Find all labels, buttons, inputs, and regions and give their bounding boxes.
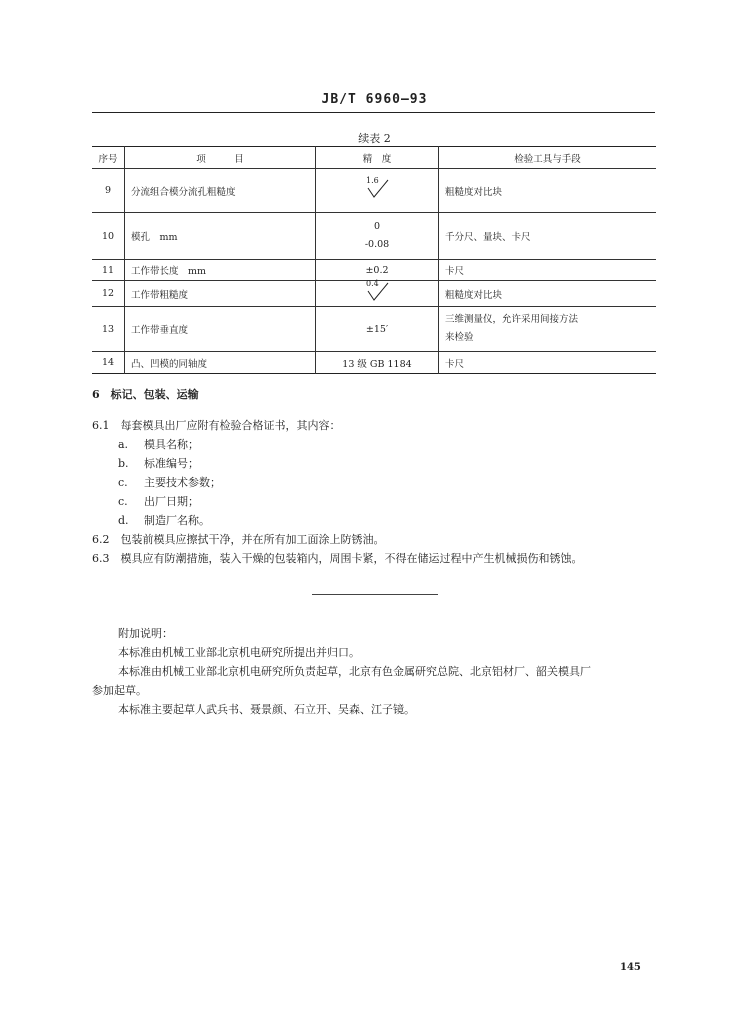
col-header-item: 项 目 [125,147,316,169]
row-tool-line1: 三维测量仪，允许采用间接方法 [445,314,579,325]
row-no: 11 [101,264,115,276]
list-item-text: 标准编号； [144,457,199,470]
list-item-label: b. [118,457,129,470]
row-item: 工作带长度 mm [125,260,316,281]
row-tool: 卡尺 [439,260,657,281]
list-item-text: 制造厂名称。 [144,514,210,527]
inspection-table [92,146,656,374]
row-item: 分流组合模分流孔粗糙度 [125,169,316,213]
notes-line: 本标准由机械工业部北京机电研究所提出并归口。 [118,646,360,659]
tolerance-lower: -0.08 [364,239,390,250]
list-item-label: c. [118,476,128,489]
tolerance-upper: 0 [373,221,381,232]
list-item [118,512,210,528]
list-item-label: d. [118,514,129,527]
notes-line: 本标准主要起草人武兵书、聂景颜、石立开、吴森、江子镜。 [118,703,415,716]
table-row [92,307,656,352]
row-tool-line2: 来检验 [445,332,474,343]
row-item: 工作带粗糙度 [125,281,316,307]
row-precision [316,169,439,213]
row-tool: 千分尺、量块、卡尺 [439,213,657,260]
list-item-text: 主要技术参数； [144,476,221,489]
roughness-value: 0.4 [366,279,379,288]
list-item-text: 出厂日期； [144,495,199,508]
notes-title: 附加说明： [118,627,173,640]
roughness-symbol-icon [364,281,390,303]
clause-6-3: 6.3 模具应有防潮措施，装入干燥的包装箱内，周围卡紧，不得在储运过程中产生机械损伤和锈蚀。 [92,552,583,565]
row-tool [439,307,657,352]
col-header-tool: 检验工具与手段 [439,147,657,169]
row-precision [316,281,439,307]
row-no: 13 [101,323,115,335]
section-title: 6 标记、包装、运输 [92,388,199,401]
end-rule [312,594,438,595]
clause-6-1: 6.1 每套模具出厂应附有检验合格证书，其内容： [92,419,341,432]
row-item: 模孔 mm [125,213,316,260]
col-header-precision: 精 度 [316,147,439,169]
table-caption: 续表 2 [358,132,391,145]
row-item: 凸、凹模的同轴度 [125,352,316,374]
roughness-symbol-icon [364,178,390,200]
page-number: 145 [620,962,641,973]
list-item [118,455,199,471]
row-tool: 粗糙度对比块 [439,169,657,213]
table-row [92,260,656,281]
row-no: 14 [101,357,115,368]
row-no: 9 [104,185,112,196]
row-no: 10 [101,230,115,242]
list-item [118,436,199,452]
list-item-label: a. [118,438,129,451]
row-no: 12 [101,288,115,299]
row-tool: 卡尺 [439,352,657,374]
clause-6-2: 6.2 包装前模具应擦拭干净，并在所有加工面涂上防锈油。 [92,533,385,546]
row-precision: 13 级 GB 1184 [316,352,439,374]
row-precision [316,213,439,260]
row-precision: ±15′ [316,307,439,352]
notes-line: 本标准由机械工业部北京机电研究所负责起草，北京有色金属研究总院、北京铝材厂、韶关模具厂 [118,665,591,678]
list-item-text: 模具名称； [144,438,199,451]
standard-code: JB/T 6960—93 [321,92,428,107]
roughness-value: 1.6 [366,176,379,185]
list-item [118,474,221,490]
table-row [92,169,656,213]
table-row [92,352,656,374]
table-row [92,281,656,307]
row-item: 工作带垂直度 [125,307,316,352]
table-row [92,213,656,260]
row-precision: ±0.2 [316,260,439,281]
notes-line: 参加起草。 [92,684,147,697]
list-item-label: c. [118,495,128,508]
list-item [118,493,199,509]
row-tool: 粗糙度对比块 [439,281,657,307]
col-header-no: 序号 [98,153,118,165]
table-header-row [92,147,656,169]
header-rule [92,112,655,113]
